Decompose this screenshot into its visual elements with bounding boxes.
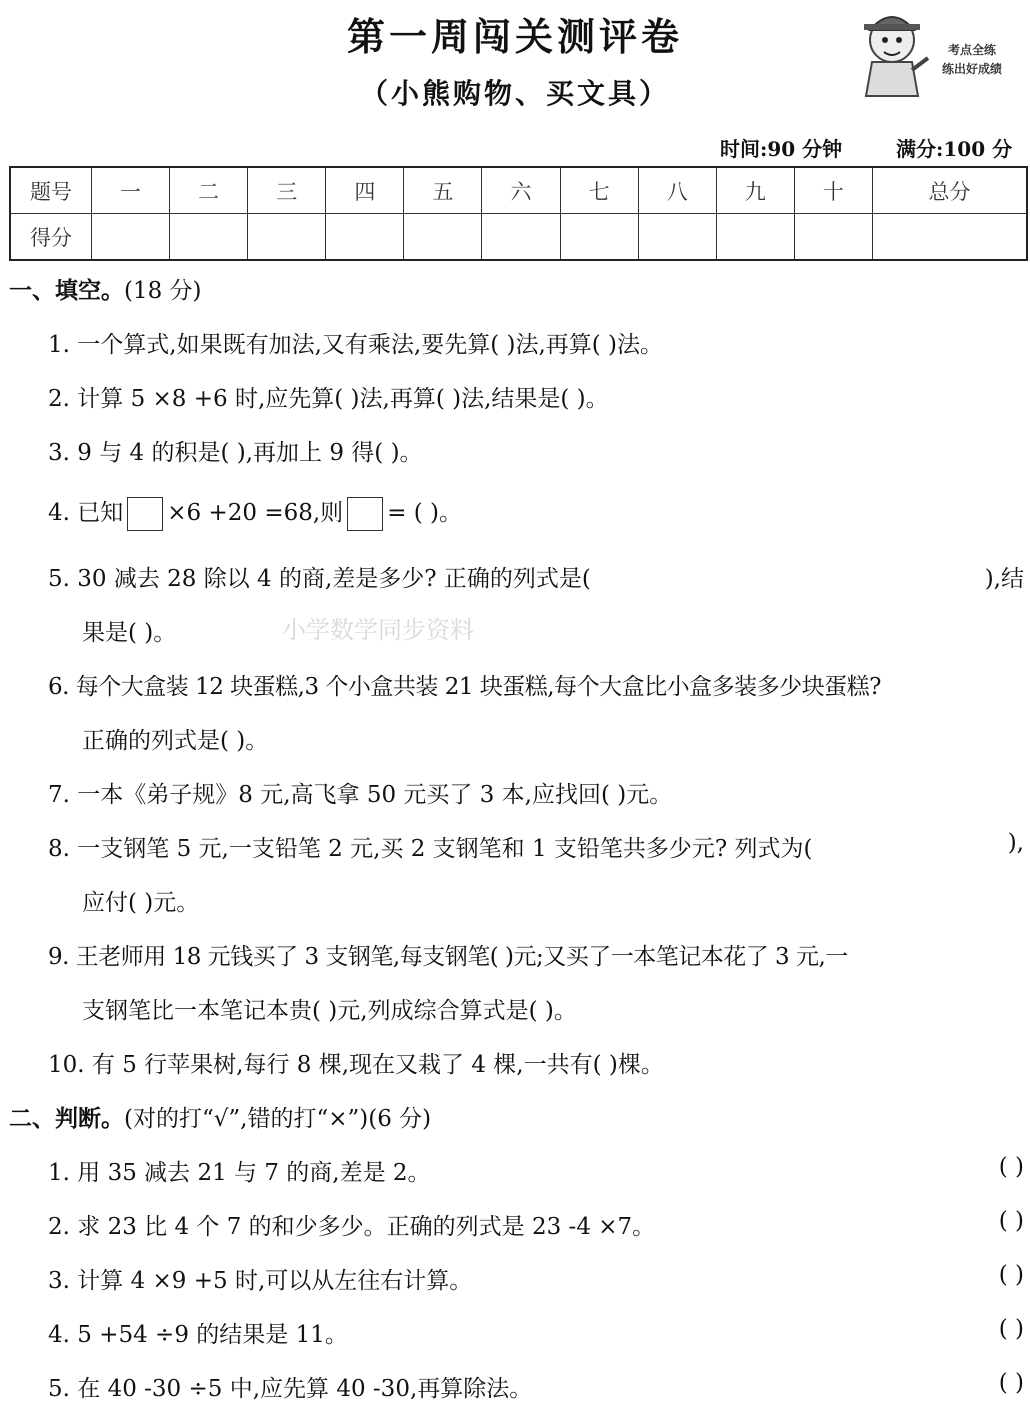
score-table bbox=[9, 166, 1028, 261]
score-entry-cell[interactable] bbox=[248, 214, 326, 261]
score-entry-cell[interactable] bbox=[404, 214, 482, 261]
section-title: 一、填空。 bbox=[9, 278, 124, 304]
table-cell: 五 bbox=[404, 167, 482, 214]
table-cell: 九 bbox=[716, 167, 794, 214]
question-2: 2. 计算 5 ×8 +6 时,应先算( )法,再算( )法,结果是( )。 bbox=[48, 386, 609, 412]
exam-time: 时间:90 分钟 bbox=[720, 137, 843, 161]
answer-parentheses[interactable]: ( ) bbox=[998, 1154, 1024, 1180]
table-cell: 八 bbox=[638, 167, 716, 214]
unknown-box bbox=[127, 497, 163, 531]
table-cell: 二 bbox=[170, 167, 248, 214]
score-entry-cell[interactable] bbox=[638, 214, 716, 261]
unknown-box bbox=[347, 497, 383, 531]
score-entry-cell[interactable] bbox=[794, 214, 872, 261]
table-cell: 一 bbox=[92, 167, 170, 214]
table-cell: 六 bbox=[482, 167, 560, 214]
question-8-line-1: 8. 一支钢笔 5 元,一支铅笔 2 元,买 2 支钢笔和 1 支铅笔共多少元? 列式为( bbox=[48, 836, 813, 862]
judge-item: 4. 5 +54 ÷9 的结果是 11。 bbox=[48, 1322, 348, 1348]
judge-item: 2. 求 23 比 4 个 7 的和少多少。正确的列式是 23 -4 ×7。 bbox=[48, 1214, 656, 1240]
question-5-line-1-end: ),结 bbox=[984, 566, 1024, 592]
slogan-line-1: 考点全练 bbox=[947, 43, 996, 57]
question-6-line-1: 6. 每个大盒装 12 块蛋糕,3 个小盒共装 21 块蛋糕,每个大盒比小盒多装多少块蛋糕? bbox=[48, 674, 881, 700]
full-score: 满分:100 分 bbox=[896, 137, 1013, 161]
question-8-line-1-end: ), bbox=[1007, 830, 1024, 856]
question-7: 7. 一本《弟子规》8 元,高飞拿 50 元买了 3 本,应找回( )元。 bbox=[48, 782, 673, 808]
judge-item: 5. 在 40 -30 ÷5 中,应先算 40 -30,再算除法。 bbox=[48, 1376, 533, 1402]
table-cell: 三 bbox=[248, 167, 326, 214]
score-entry-cell[interactable] bbox=[872, 214, 1027, 261]
slogan-line-2: 练出好成绩 bbox=[941, 62, 1002, 76]
slogan-badge bbox=[918, 38, 1026, 82]
score-entry-cell[interactable] bbox=[326, 214, 404, 261]
question-10: 10. 有 5 行苹果树,每行 8 棵,现在又栽了 4 棵,一共有( )棵。 bbox=[48, 1052, 664, 1078]
question-5-line-1: 5. 30 减去 28 除以 4 的商,差是多少? 正确的列式是( bbox=[48, 566, 591, 592]
section-title: 二、判断。 bbox=[9, 1106, 124, 1132]
table-cell: 四 bbox=[326, 167, 404, 214]
score-table-header-row bbox=[10, 167, 1027, 214]
question-3: 3. 9 与 4 的积是( ),再加上 9 得( )。 bbox=[48, 440, 423, 466]
page-title: 第一周闯关测评卷 bbox=[346, 14, 683, 59]
table-cell: 题号 bbox=[10, 167, 92, 214]
table-cell: 总分 bbox=[872, 167, 1027, 214]
section-points: (18 分) bbox=[124, 278, 202, 304]
question-8-line-2: 应付( )元。 bbox=[82, 890, 200, 916]
table-cell: 十 bbox=[794, 167, 872, 214]
score-entry-cell[interactable] bbox=[92, 214, 170, 261]
section-heading-true-false bbox=[9, 1100, 431, 1133]
score-entry-cell[interactable] bbox=[170, 214, 248, 261]
question-4 bbox=[48, 494, 1028, 531]
page-subtitle: （小熊购物、买文具） bbox=[359, 77, 670, 110]
score-entry-cell[interactable] bbox=[716, 214, 794, 261]
answer-parentheses[interactable]: ( ) bbox=[998, 1262, 1024, 1288]
question-1: 1. 一个算式,如果既有加法,又有乘法,要先算( )法,再算( )法。 bbox=[48, 332, 664, 358]
score-entry-cell[interactable] bbox=[482, 214, 560, 261]
score-table-score-row bbox=[10, 214, 1027, 261]
score-entry-cell[interactable] bbox=[560, 214, 638, 261]
question-9-line-2: 支钢笔比一本笔记本贵( )元,列成综合算式是( )。 bbox=[82, 998, 577, 1024]
question-6-line-2: 正确的列式是( )。 bbox=[82, 728, 269, 754]
question-9-line-1: 9. 王老师用 18 元钱买了 3 支钢笔,每支钢笔( )元;又买了一本笔记本花了 3 元,一 bbox=[48, 944, 848, 970]
answer-parentheses[interactable]: ( ) bbox=[998, 1208, 1024, 1234]
answer-parentheses[interactable]: ( ) bbox=[998, 1370, 1024, 1396]
judge-item: 3. 计算 4 ×9 +5 时,可以从左往右计算。 bbox=[48, 1268, 473, 1294]
table-cell: 七 bbox=[560, 167, 638, 214]
section-note: (对的打“√”,错的打“×”)(6 分) bbox=[124, 1106, 432, 1132]
answer-parentheses[interactable]: ( ) bbox=[998, 1316, 1024, 1342]
question-4-part-a: 4. 已知 bbox=[48, 500, 124, 526]
watermark: 小学数学同步资料 bbox=[282, 616, 474, 644]
question-4-part-c: = ( )。 bbox=[387, 500, 463, 526]
question-4-part-b: ×6 +20 =68,则 bbox=[167, 500, 344, 526]
judge-item: 1. 用 35 减去 21 与 7 的商,差是 2。 bbox=[48, 1160, 431, 1186]
section-heading-fill-blank bbox=[9, 272, 202, 305]
table-cell: 得分 bbox=[10, 214, 92, 261]
question-5-line-2: 果是( )。 bbox=[82, 620, 177, 646]
